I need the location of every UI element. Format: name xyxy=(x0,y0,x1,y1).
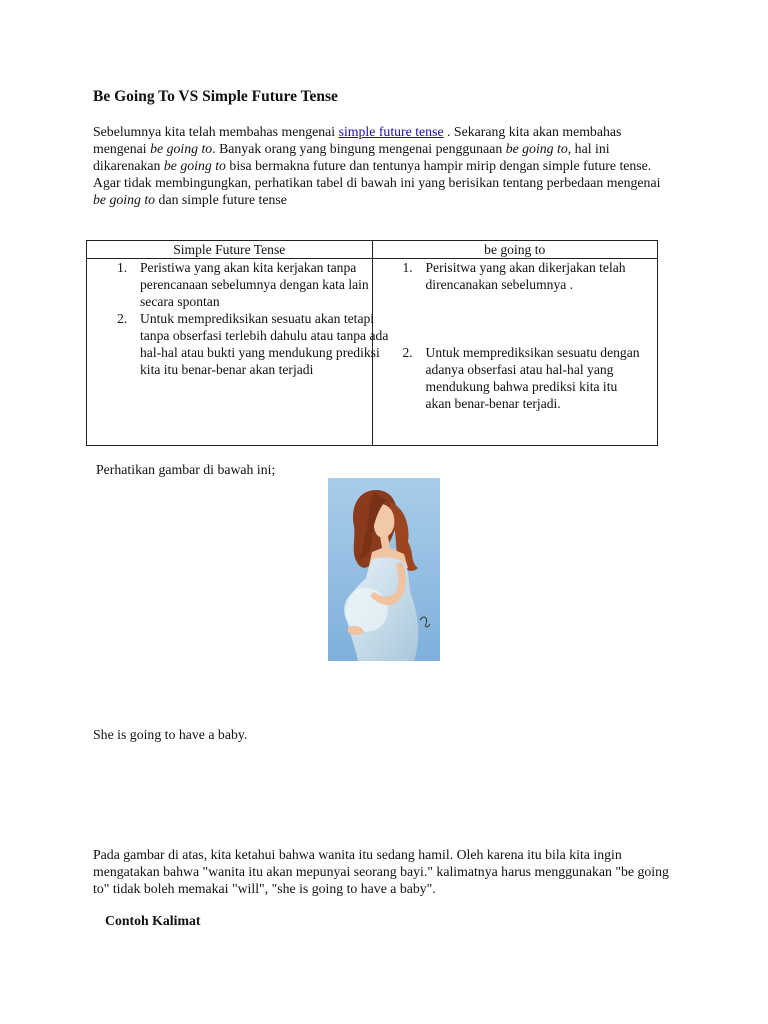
explanation-paragraph: Pada gambar di atas, kita ketahui bahwa wanita itu sedang hamil. Oleh karena itu bila kita ingin mengatakan bahwa "wanita itu akan mepunyai seorang bayi." kalimatnya harus menggunakan "be going to" tidak boleh memakai "will", "she is going to have a baby". xyxy=(93,847,669,897)
list-item xyxy=(373,259,646,293)
image-caption: She is going to have a baby. xyxy=(93,727,248,742)
list-item xyxy=(87,259,397,310)
intro-text: Sebelumnya kita telah membahas mengenai xyxy=(93,124,339,139)
table-cell-simple-future xyxy=(87,259,389,446)
intro-paragraph xyxy=(93,123,673,208)
list-item-text: Perisitwa yang akan dikerjakan telah direncanakan sebelumnya . xyxy=(425,260,626,292)
table-cell-be-going-to xyxy=(372,259,658,446)
comparison-table xyxy=(86,240,658,446)
intro-text: dan simple future tense xyxy=(155,192,287,208)
intro-text: , hal ini dikarenakan xyxy=(93,141,610,174)
intro-emphasis: be going to xyxy=(93,192,156,208)
list-number: 2. xyxy=(117,311,128,326)
image-intro-caption: Perhatikan gambar di bawah ini; xyxy=(96,462,276,477)
intro-text: . Banyak orang yang bingung mengenai penggunaan xyxy=(212,141,506,157)
list-item xyxy=(373,344,646,412)
table-header-simple-future: Simple Future Tense xyxy=(87,241,373,259)
intro-emphasis: be going to xyxy=(505,141,568,157)
list-number: 2. xyxy=(402,345,413,360)
section-subheading: Contoh Kalimat xyxy=(105,913,201,928)
page-title: Be Going To VS Simple Future Tense xyxy=(93,88,338,105)
list-item-text: Untuk memprediksikan sesuatu dengan adanya obserfasi atau hal-hal yang mendukung bahwa prediksi kita itu akan benar-benar terjadi. xyxy=(425,345,640,411)
pregnant-woman-illustration xyxy=(328,478,440,661)
intro-emphasis: be going to xyxy=(150,141,213,157)
belly-shape xyxy=(344,588,388,632)
intro-text: . Sekarang kita akan membahas mengenai xyxy=(93,124,622,157)
list-item xyxy=(87,310,397,378)
list-number: 1. xyxy=(402,260,413,275)
intro-emphasis: be going to xyxy=(163,158,226,174)
list-item-text: Untuk memprediksikan sesuatu akan tetapi tanpa obserfasi terlebih dahulu atau tanpa ada hal-hal atau bukti yang mendukung prediksi kita itu benar-benar akan terjadi xyxy=(140,311,389,377)
simple-future-tense-link[interactable]: simple future tense xyxy=(338,124,444,139)
list-item-text: Peristiwa yang akan kita kerjakan tanpa perencanaan sebelumnya dengan kata lain secara spontan xyxy=(140,260,369,309)
intro-text: bisa bermakna future dan tentunya hampir mirip dengan simple future tense. Agar tidak membingungkan, perhatikan tabel di bawah ini yang berisikan tentang perbedaan mengenai xyxy=(93,158,661,191)
table-header-be-going-to: be going to xyxy=(372,241,658,259)
list-number: 1. xyxy=(117,260,128,275)
